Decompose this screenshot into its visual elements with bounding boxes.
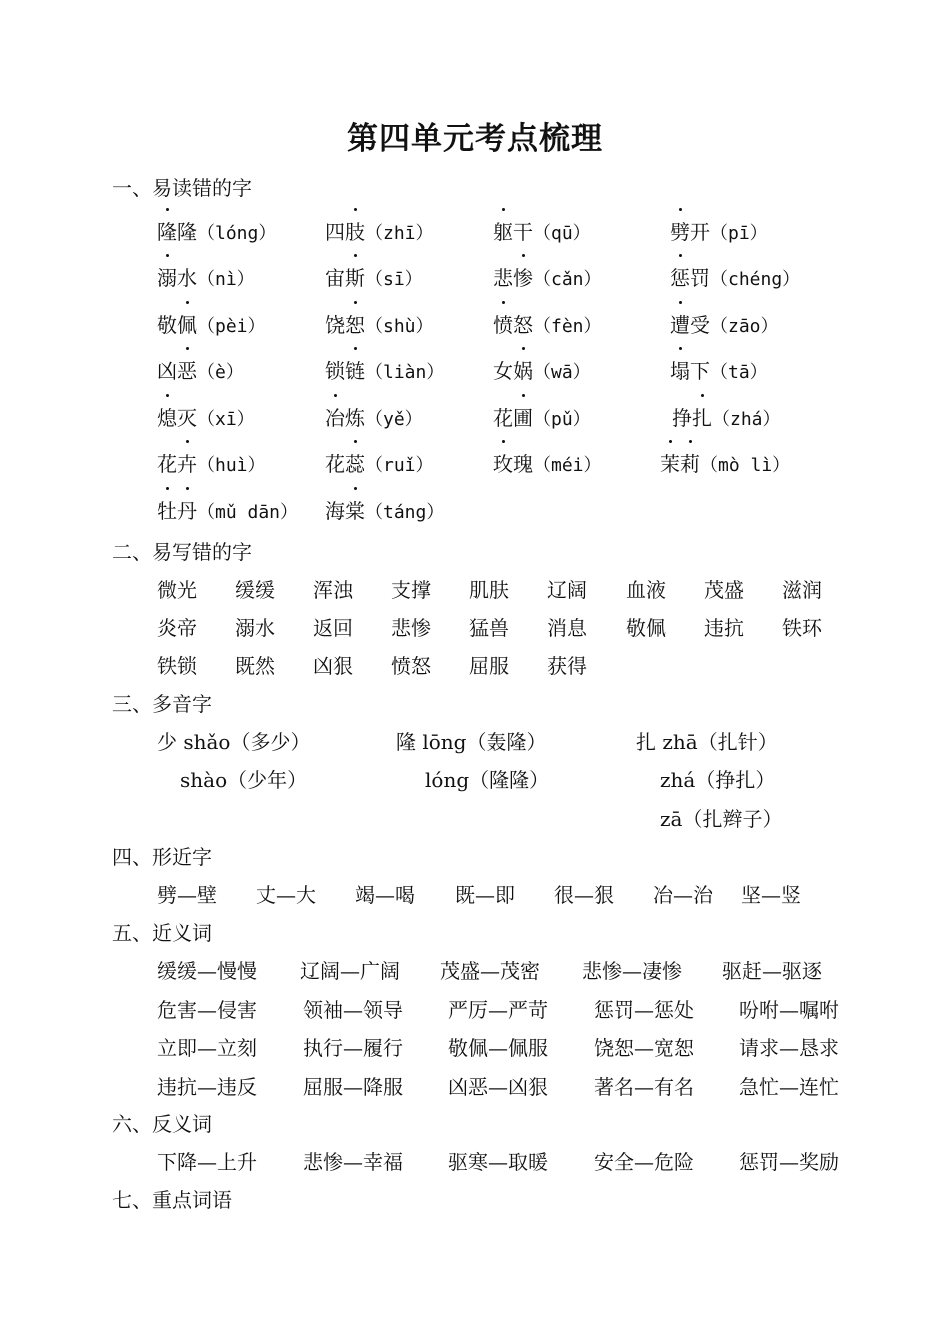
- misread-word-item: [157, 402, 255, 431]
- pinyin-annotation: （sī）: [365, 269, 423, 290]
- misread-word-item: [325, 262, 423, 291]
- word-char: 恕: [345, 309, 365, 338]
- similar-char-pair: 竭—喝: [355, 883, 415, 907]
- word-char: 溺: [157, 262, 177, 291]
- word-char: 莉: [680, 448, 700, 477]
- synonym-pair: 领袖—领导: [303, 998, 403, 1022]
- word-char: 锁: [325, 359, 345, 383]
- word-char: 开: [690, 220, 710, 244]
- similar-char-pair: 坚—竖: [741, 883, 801, 907]
- word-char: 牡: [157, 495, 177, 524]
- word-char: 玫: [493, 448, 513, 477]
- pinyin-annotation: （shù）: [365, 316, 434, 337]
- word-char: 花: [325, 452, 345, 476]
- polyphonic-reading: 扎 zhā（扎针）: [636, 730, 778, 754]
- word-char: 花: [493, 406, 513, 430]
- synonym-pair: 茂盛—茂密: [440, 959, 540, 983]
- misread-word-item: [325, 448, 434, 477]
- similar-char-pair: 很—狠: [554, 883, 614, 907]
- misread-word-item: [672, 402, 781, 431]
- pinyin-annotation: （è）: [197, 362, 244, 383]
- similar-char-pair: 丈—大: [256, 883, 316, 907]
- word-char: 斯: [345, 262, 365, 291]
- misread-word-item: [670, 355, 768, 384]
- pinyin-annotation: （mò lì）: [700, 455, 791, 476]
- word-char: 饶: [325, 313, 345, 337]
- misread-word-item: [493, 355, 591, 384]
- miswritten-word: 炎帝: [157, 616, 197, 640]
- pinyin-annotation: （pǔ）: [533, 409, 591, 430]
- synonym-pair: 惩罚—惩处: [594, 998, 694, 1022]
- word-char: 佩: [177, 309, 197, 338]
- misread-word-item: [325, 216, 434, 245]
- antonym-pair: 安全—危险: [594, 1150, 694, 1174]
- pinyin-annotation: （pī）: [710, 223, 768, 244]
- miswritten-word: 悲惨: [391, 616, 431, 640]
- misread-word-item: [493, 262, 602, 291]
- miswritten-word: 愤怒: [391, 654, 431, 678]
- pinyin-annotation: （zhī）: [365, 223, 434, 244]
- word-char: 隆: [157, 216, 177, 245]
- misread-word-item: [670, 309, 779, 338]
- word-char: 悲: [493, 266, 513, 290]
- pinyin-annotation: （cǎn）: [533, 269, 602, 290]
- synonym-pair: 违抗—违反: [157, 1075, 257, 1099]
- synonym-pair: 凶恶—凶狠: [448, 1075, 548, 1099]
- word-char: 扎: [692, 402, 712, 431]
- miswritten-word: 辽阔: [547, 578, 587, 602]
- antonym-pair: 驱寒—取暖: [448, 1150, 548, 1174]
- pinyin-annotation: （huì）: [197, 455, 266, 476]
- pinyin-annotation: （chéng）: [710, 269, 801, 290]
- miswritten-word: 既然: [235, 654, 275, 678]
- word-char: 恶: [177, 355, 197, 384]
- word-char: 花: [157, 452, 177, 476]
- word-char: 下: [690, 359, 710, 383]
- pinyin-annotation: （mǔ dān）: [197, 502, 299, 523]
- word-char: 女: [493, 359, 513, 383]
- miswritten-word: 浑浊: [313, 578, 353, 602]
- polyphonic-reading: 隆 lōng（轰隆）: [396, 730, 547, 754]
- synonym-pair: 急忙—连忙: [739, 1075, 839, 1099]
- misread-word-item: [670, 216, 768, 245]
- word-char: 宙: [325, 266, 345, 290]
- synonym-pair: 请求—恳求: [739, 1036, 839, 1060]
- misread-word-item: [493, 448, 602, 477]
- similar-char-pair: 冶—治: [653, 883, 713, 907]
- miswritten-word: 滋润: [782, 578, 822, 602]
- pinyin-annotation: （méi）: [533, 455, 602, 476]
- word-char: 娲: [513, 355, 533, 384]
- misread-word-item: [660, 448, 790, 477]
- polyphonic-reading: zhá（挣扎）: [660, 768, 776, 792]
- antonym-pair: 下降—上升: [157, 1150, 257, 1174]
- polyphonic-reading: lóng（隆隆）: [425, 768, 550, 792]
- word-char: 罚: [690, 266, 710, 290]
- misread-word-item: [157, 262, 255, 291]
- antonym-pair: 惩罚—奖励: [739, 1150, 839, 1174]
- word-char: 丹: [177, 495, 197, 524]
- word-char: 敬: [157, 313, 177, 337]
- word-char: 熄: [157, 402, 177, 431]
- word-char: 肢: [345, 216, 365, 245]
- polyphonic-reading: zā（扎辫子）: [660, 807, 783, 831]
- pinyin-annotation: （tā）: [710, 362, 768, 383]
- miswritten-word: 支撑: [391, 578, 431, 602]
- word-char: 棠: [345, 495, 365, 524]
- word-char: 链: [345, 355, 365, 384]
- word-char: 蕊: [345, 448, 365, 477]
- misread-word-item: [670, 262, 800, 291]
- miswritten-word: 凶狠: [313, 654, 353, 678]
- pinyin-annotation: （nì）: [197, 269, 255, 290]
- pinyin-annotation: （qū）: [533, 223, 591, 244]
- word-char: 冶: [325, 402, 345, 431]
- synonym-pair: 吩咐—嘱咐: [739, 998, 839, 1022]
- synonym-pair: 著名—有名: [594, 1075, 694, 1099]
- miswritten-word: 微光: [157, 578, 197, 602]
- synonym-pair: 严厉—严苛: [448, 998, 548, 1022]
- pinyin-annotation: （lóng）: [197, 223, 277, 244]
- word-char: 塌: [670, 355, 690, 384]
- section-heading-1: 一、易读错的字: [112, 176, 252, 200]
- misread-word-item: [325, 402, 423, 431]
- misread-word-item: [325, 309, 434, 338]
- pinyin-annotation: （wā）: [533, 362, 591, 383]
- miswritten-word: 铁锁: [157, 654, 197, 678]
- miswritten-word: 溺水: [235, 616, 275, 640]
- synonym-pair: 屈服—降服: [303, 1075, 403, 1099]
- miswritten-word: 猛兽: [469, 616, 509, 640]
- word-char: 劈: [670, 216, 690, 245]
- word-char: 灭: [177, 406, 197, 430]
- pinyin-annotation: （ruǐ）: [365, 455, 434, 476]
- synonym-pair: 缓缓—慢慢: [157, 959, 257, 983]
- miswritten-word: 屈服: [469, 654, 509, 678]
- page-title: 第四单元考点梳理: [347, 121, 603, 157]
- misread-word-item: [325, 355, 444, 384]
- synonym-pair: 执行—履行: [303, 1036, 403, 1060]
- miswritten-word: 缓缓: [235, 578, 275, 602]
- misread-word-item: [157, 216, 276, 245]
- word-char: 海: [325, 499, 345, 523]
- miswritten-word: 获得: [547, 654, 587, 678]
- pinyin-annotation: （liàn）: [365, 362, 445, 383]
- synonym-pair: 悲惨—凄惨: [582, 959, 682, 983]
- similar-char-pair: 劈—壁: [157, 883, 217, 907]
- misread-word-item: [493, 309, 602, 338]
- word-char: 干: [513, 220, 533, 244]
- synonym-pair: 危害—侵害: [157, 998, 257, 1022]
- miswritten-word: 血液: [626, 578, 666, 602]
- word-char: 水: [177, 266, 197, 290]
- section-heading-2: 二、易写错的字: [112, 540, 252, 564]
- pinyin-annotation: （xī）: [197, 409, 255, 430]
- word-char: 受: [690, 313, 710, 337]
- word-char: 躯: [493, 216, 513, 245]
- antonym-pair: 悲惨—幸福: [303, 1150, 403, 1174]
- word-char: 茉: [660, 448, 680, 477]
- misread-word-item: [157, 495, 298, 524]
- word-char: 圃: [513, 402, 533, 431]
- miswritten-word: 肌肤: [469, 578, 509, 602]
- synonym-pair: 立即—立刻: [157, 1036, 257, 1060]
- word-char: 四: [325, 220, 345, 244]
- misread-word-item: [493, 402, 591, 431]
- misread-word-item: [493, 216, 591, 245]
- section-heading-6: 六、反义词: [112, 1112, 212, 1136]
- word-char: 遭: [670, 309, 690, 338]
- polyphonic-reading: shào（少年）: [180, 768, 308, 792]
- miswritten-word: 敬佩: [626, 616, 666, 640]
- word-char: 隆: [177, 220, 197, 244]
- word-char: 惨: [513, 262, 533, 291]
- section-heading-4: 四、形近字: [112, 845, 212, 869]
- word-char: 卉: [177, 448, 197, 477]
- word-char: 凶: [157, 359, 177, 383]
- pinyin-annotation: （pèi）: [197, 316, 266, 337]
- miswritten-word: 违抗: [704, 616, 744, 640]
- section-heading-3: 三、多音字: [112, 692, 212, 716]
- pinyin-annotation: （táng）: [365, 502, 445, 523]
- pinyin-annotation: （zhá）: [712, 409, 781, 430]
- miswritten-word: 茂盛: [704, 578, 744, 602]
- section-heading-7: 七、重点词语: [112, 1188, 232, 1212]
- synonym-pair: 敬佩—佩服: [448, 1036, 548, 1060]
- misread-word-item: [157, 355, 244, 384]
- word-char: 瑰: [513, 452, 533, 476]
- pinyin-annotation: （fèn）: [533, 316, 602, 337]
- word-char: 惩: [670, 262, 690, 291]
- polyphonic-reading: 少 shǎo（多少）: [157, 730, 311, 754]
- word-char: 怒: [513, 313, 533, 337]
- misread-word-item: [325, 495, 444, 524]
- miswritten-word: 铁环: [782, 616, 822, 640]
- misread-word-item: [157, 448, 266, 477]
- synonym-pair: 辽阔—广阔: [300, 959, 400, 983]
- miswritten-word: 消息: [547, 616, 587, 640]
- pinyin-annotation: （zāo）: [710, 316, 779, 337]
- miswritten-word: 返回: [313, 616, 353, 640]
- pinyin-annotation: （yě）: [365, 409, 423, 430]
- word-char: 炼: [345, 406, 365, 430]
- synonym-pair: 驱赶—驱逐: [722, 959, 822, 983]
- word-char: 挣: [672, 406, 692, 430]
- section-heading-5: 五、近义词: [112, 921, 212, 945]
- similar-char-pair: 既—即: [455, 883, 515, 907]
- misread-word-item: [157, 309, 266, 338]
- word-char: 愤: [493, 309, 513, 338]
- synonym-pair: 饶恕—宽恕: [594, 1036, 694, 1060]
